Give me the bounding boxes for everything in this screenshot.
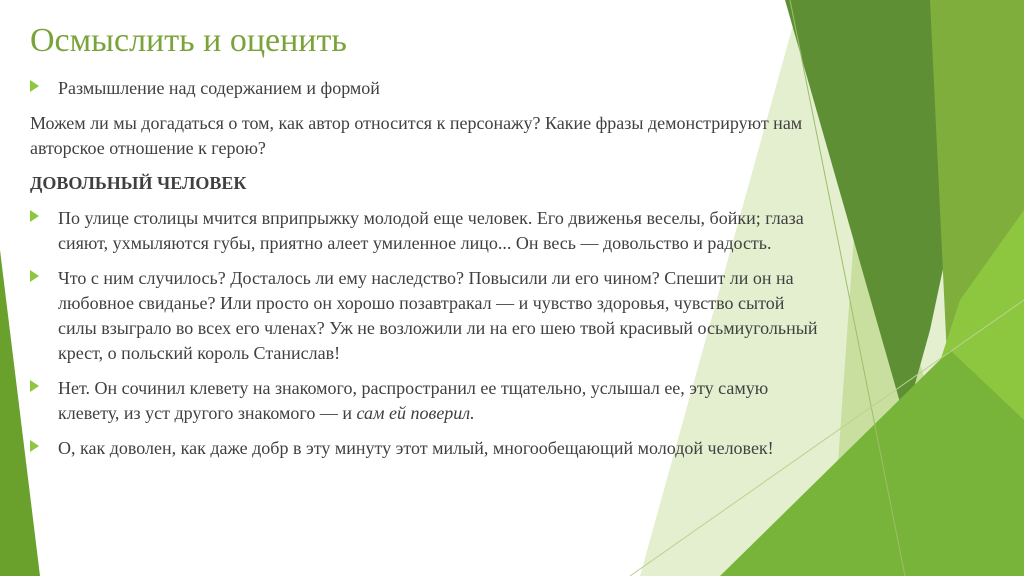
triangle-bullet-icon — [30, 210, 39, 222]
slide-content — [30, 76, 820, 471]
bullet-subtitle — [30, 76, 820, 101]
paragraph-3-text: Нет. Он сочинил клевету на знакомого, распространил ее тщательно, услышал ее, эту самую клевету, из уст другого знакомого — и — [58, 378, 769, 423]
paragraph-2-text: Что с ним случилось? Досталось ли ему наследство? Повысили ли его чином? Спешит ли он на любовное свиданье? Или просто он хорошо позавтракал — и чувство здоровья, чувство сытой силы взыграло во всех его членах? Уж не возложили ли на его шею твой красивый осьмиугольный крест, о польский король Станислав! — [58, 268, 818, 363]
subtitle-text: Размышление над содержанием и формой — [58, 78, 380, 98]
section-heading: ДОВОЛЬНЫЙ ЧЕЛОВЕК — [30, 173, 247, 193]
bullet-paragraph-2 — [30, 266, 820, 366]
triangle-bullet-icon — [30, 80, 39, 92]
bullet-paragraph-1 — [30, 206, 820, 256]
paragraph-3-italic: сам ей поверил. — [356, 403, 475, 423]
paragraph-1-text: По улице столицы мчится вприпрыжку молодой еще человек. Его движенья веселы, бойки; глаза сияют, ухмыляются губы, приятно алеет умиленное лицо... Он весь — довольство и радость. — [58, 208, 804, 253]
triangle-bullet-icon — [30, 440, 39, 452]
slide-title: Осмыслить и оценить — [30, 22, 347, 59]
triangle-bullet-icon — [30, 270, 39, 282]
question-text: Можем ли мы догадаться о том, как автор относится к персонажу? Какие фразы демонстрируют нам авторское отношение к герою? — [30, 113, 803, 158]
triangle-bullet-icon — [30, 380, 39, 392]
paragraph-4-text: О, как доволен, как даже добр в эту минуту этот милый, многообещающий молодой человек! — [58, 438, 774, 458]
bullet-paragraph-3 — [30, 376, 820, 426]
bullet-paragraph-4 — [30, 436, 820, 461]
